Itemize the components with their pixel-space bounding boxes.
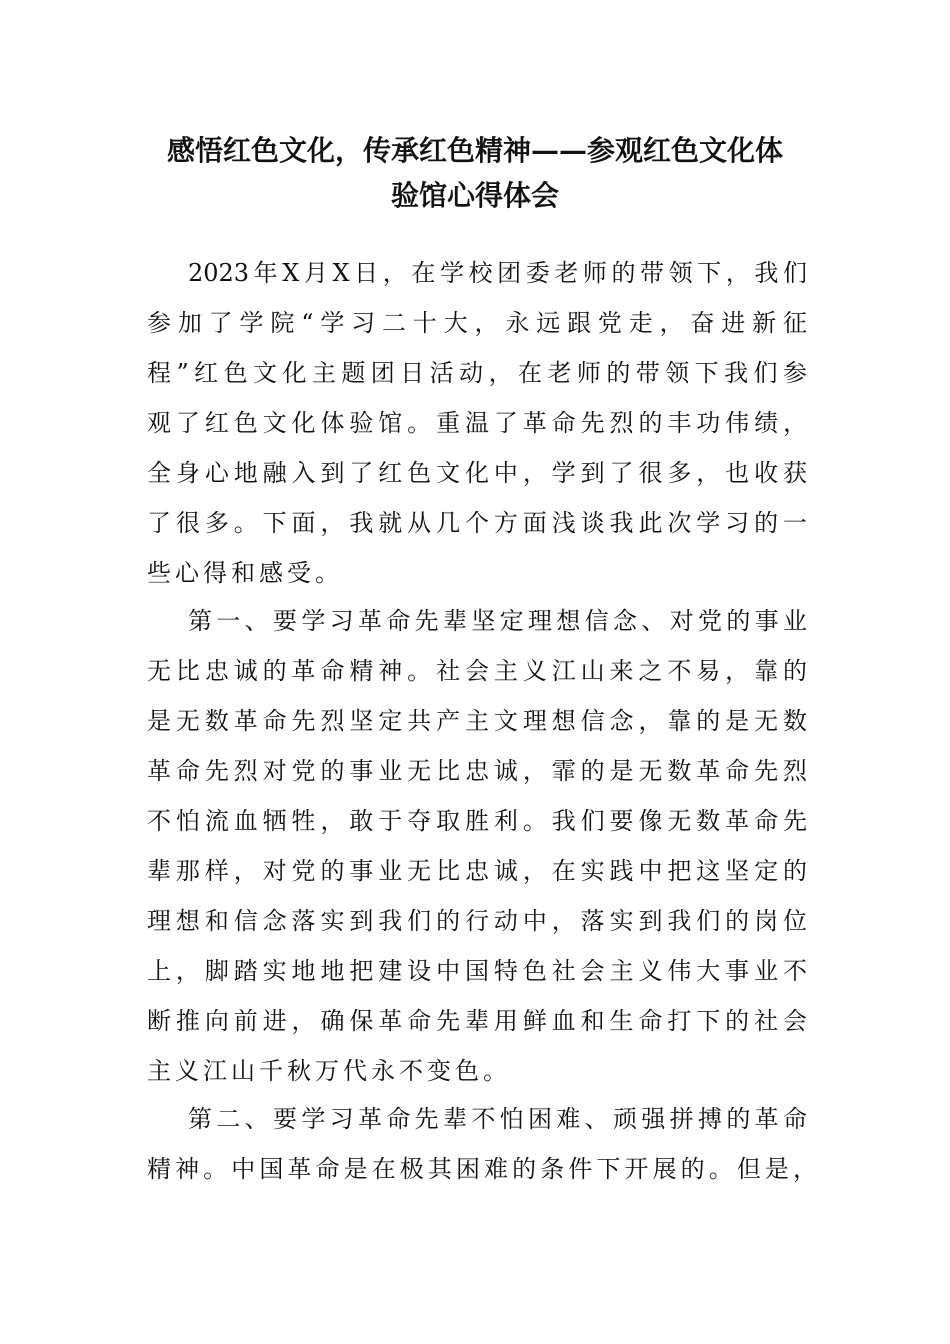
paragraph-1-line-5: 全身心地融入到了红色文化中，学到了很多，也收获 [147, 459, 807, 487]
paragraph-3-line-2: 精神。中国革命是在极其困难的条件下开展的。但是， [147, 1155, 817, 1183]
paragraph-1-line-2: 参加了学院“学习二十大，永远跟党走，奋进新征 [147, 309, 807, 337]
paragraph-1-line-4: 观了红色文化体验馆。重温了革命先烈的丰功伟绩， [147, 409, 807, 437]
paragraph-2-line-1: 第一、要学习革命先辈坚定理想信念、对党的事业 [188, 607, 807, 635]
paragraph-2-line-8: 上，脚踏实地地把建设中国特色社会主义伟大事业不 [147, 957, 807, 985]
paragraph-1-line-3: 程”红色文化主题团日活动，在老师的带领下我们参 [147, 359, 807, 387]
paragraph-1-line-6: 了很多。下面，我就从几个方面浅谈我此次学习的一 [147, 509, 807, 537]
document-title-line-1: 感悟红色文化，传承红色精神——参观红色文化体 [166, 134, 783, 167]
paragraph-2-line-10: 主义江山千秋万代永不变色。 [147, 1057, 511, 1085]
paragraph-2-line-4: 革命先烈对党的事业无比忠诚，霏的是无数革命先烈 [147, 757, 807, 785]
paragraph-2-line-3: 是无数革命先烈坚定共产主文理想信念，靠的是无数 [147, 707, 807, 735]
paragraph-1-line-1: 2023年X月X日，在学校团委老师的带领下，我们 [188, 259, 807, 287]
paragraph-2-line-5: 不怕流血牺牲，敢于夺取胜利。我们要像无数革命先 [147, 807, 807, 835]
paragraph-2-line-9: 断推向前进，确保革命先辈用鲜血和生命打下的社会 [147, 1007, 807, 1035]
paragraph-2-line-6: 辈那样，对党的事业无比忠诚，在实践中把这坚定的 [147, 857, 807, 885]
paragraph-1-line-7: 些心得和感受。 [147, 559, 343, 587]
paragraph-3-line-1: 第二、要学习革命先辈不怕困难、顽强拼搏的革命 [188, 1105, 807, 1133]
paragraph-2-line-7: 理想和信念落实到我们的行动中，落实到我们的岗位 [147, 907, 807, 935]
paragraph-2-line-2: 无比忠诚的革命精神。社会主义江山来之不易，靠的 [147, 657, 807, 685]
document-title-line-2: 验馆心得体会 [390, 179, 559, 212]
